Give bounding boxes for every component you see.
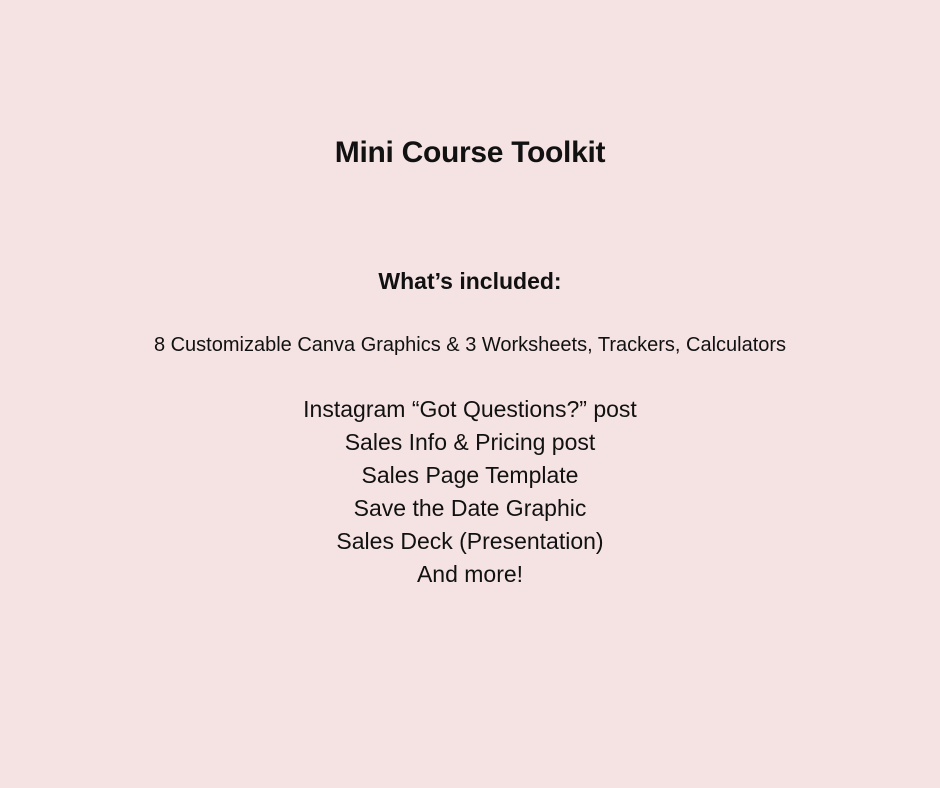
list-item: Instagram “Got Questions?” post [303,396,637,422]
list-item: Sales Info & Pricing post [344,429,596,455]
included-heading: What’s included: [378,268,562,294]
included-list [0,393,940,591]
page-title: Mini Course Toolkit [334,136,606,169]
list-item: Sales Page Template [361,462,579,488]
list-item: And more! [416,561,524,587]
list-item: Sales Deck (Presentation) [336,528,604,554]
list-item: Save the Date Graphic [353,495,587,521]
included-summary: 8 Customizable Canva Graphics & 3 Worksheets, Trackers, Calculators [153,334,787,356]
